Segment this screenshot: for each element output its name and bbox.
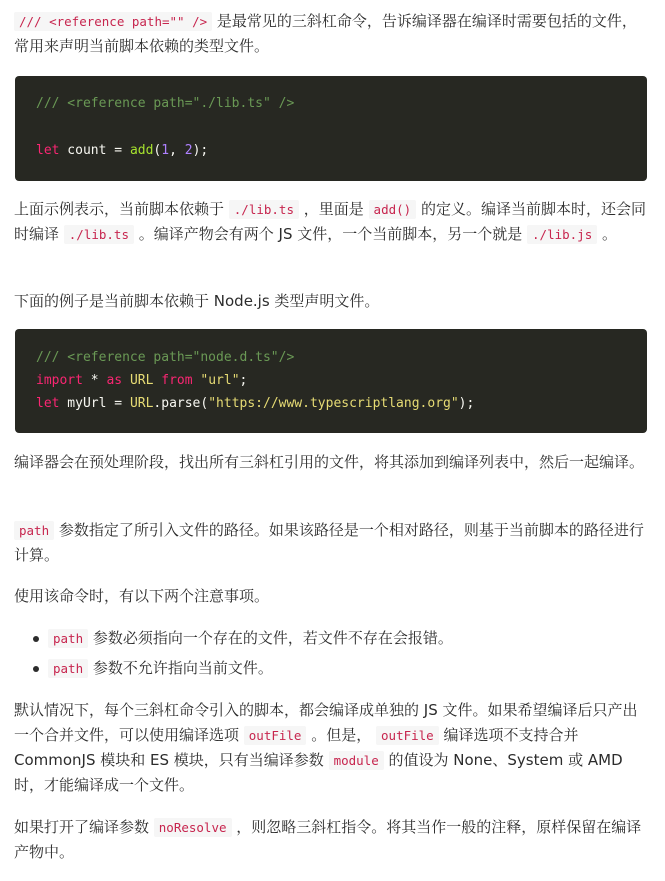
operator: * [82, 373, 107, 388]
paragraph-explanation [14, 197, 650, 247]
paragraph-text: 的值设为 None、System 或 AMD 时，才能编译成一个文件。 [14, 751, 623, 794]
paragraph-noresolve [14, 815, 650, 865]
inline-code: path [48, 659, 88, 678]
paragraph-text: 如果打开了编译参数 [14, 818, 154, 836]
paragraph-node-example: 下面的例子是当前脚本依赖于 Node.js 类型声明文件。 [14, 292, 380, 310]
punctuation: ); [192, 143, 209, 158]
paragraph-text: 编译选项不支持合并 CommonJS 模块和 ES 模块，只有当编译参数 [14, 726, 579, 769]
paragraph-text: 上面示例表示，当前脚本依赖于 [14, 200, 229, 218]
list-item [14, 656, 650, 686]
inline-code: ./lib.ts [64, 225, 134, 244]
identifier: URL [129, 396, 154, 411]
paragraph-text: 。但是， [306, 726, 377, 744]
paragraph-text: 。编译产物会有两个 JS 文件，一个当前脚本，另一个就是 [134, 225, 528, 243]
identifier: URL [129, 373, 154, 388]
inline-code: ./lib.ts [229, 200, 299, 219]
code-line [36, 392, 474, 415]
inline-code: /// <reference path="" /> [14, 12, 212, 31]
paragraph-text: ，则忽略三斜杠指令。将其当作一般的注释，原样保留在编译产物中。 [14, 818, 642, 861]
inline-code: add() [369, 200, 417, 219]
paragraph-text: 参数指定了所引入文件的路径。如果该路径是一个相对路径，则基于当前脚本的路径进行计算。 [14, 521, 644, 564]
inline-code: ./lib.js [527, 225, 597, 244]
identifier: myUrl = [59, 396, 130, 411]
list-item-text: 参数必须指向一个存在的文件，若文件不存在会报错。 [88, 629, 453, 647]
paragraph-path-param [14, 518, 650, 568]
inline-code: outFile [376, 726, 439, 745]
punctuation: .parse( [153, 396, 209, 411]
paragraph-text: 。 [597, 225, 618, 243]
code-block-2 [15, 329, 647, 433]
paragraph-intro [14, 9, 650, 59]
code-line-comment: /// <reference path="./lib.ts" /> [36, 96, 295, 111]
paragraph-preprocess: 编译器会在预处理阶段，找出所有三斜杠引用的文件，将其添加到编译列表中，然后一起编译。 [14, 453, 645, 471]
keyword: as [106, 373, 123, 388]
code-line-comment: /// <reference path="node.d.ts"/> [36, 350, 295, 365]
notes-list [14, 626, 650, 686]
paragraph-text: ，里面是 [299, 200, 369, 218]
paragraph-text: 默认情况下，每个三斜杠命令引入的脚本，都会编译成单独的 JS 文件。如果希望编译后只产出一个合并文件，可以使用编译选项 [14, 701, 638, 744]
punctuation: ; [239, 373, 248, 388]
paragraph-text: 的定义。编译当前脚本时，还会同时编译 [14, 200, 646, 243]
number: 1 [161, 143, 170, 158]
list-item [14, 626, 650, 656]
number: 2 [184, 143, 193, 158]
whitespace [122, 373, 130, 388]
paragraph-text: 是最常见的三斜杠命令，告诉编译器在编译时需要包括的文件，常用来声明当前脚本依赖的类型文件。 [14, 12, 637, 55]
code-line [36, 369, 247, 392]
punctuation: ); [458, 396, 475, 411]
punctuation: , [169, 143, 185, 158]
string: "url" [200, 373, 240, 388]
list-item-text: 参数不允许指向当前文件。 [88, 659, 273, 677]
inline-code: noResolve [154, 818, 232, 837]
inline-code: outFile [244, 726, 307, 745]
keyword: import [36, 373, 83, 388]
paragraph-outfile [14, 698, 650, 798]
code-block-1 [15, 76, 647, 181]
bullet-icon [33, 636, 39, 642]
code-line [36, 139, 208, 162]
keyword: let [36, 143, 60, 158]
punctuation: ( [153, 143, 162, 158]
inline-code: module [329, 751, 384, 770]
function-name: add [129, 143, 154, 158]
identifier: count [59, 143, 115, 158]
inline-code: path [48, 629, 88, 648]
bullet-icon [33, 666, 39, 672]
keyword: from [161, 373, 193, 388]
operator: = [114, 143, 130, 158]
string: "https://www.typescriptlang.org" [208, 396, 459, 411]
paragraph-notes-intro: 使用该命令时，有以下两个注意事项。 [14, 587, 270, 605]
keyword: let [36, 396, 60, 411]
inline-code: path [14, 521, 54, 540]
